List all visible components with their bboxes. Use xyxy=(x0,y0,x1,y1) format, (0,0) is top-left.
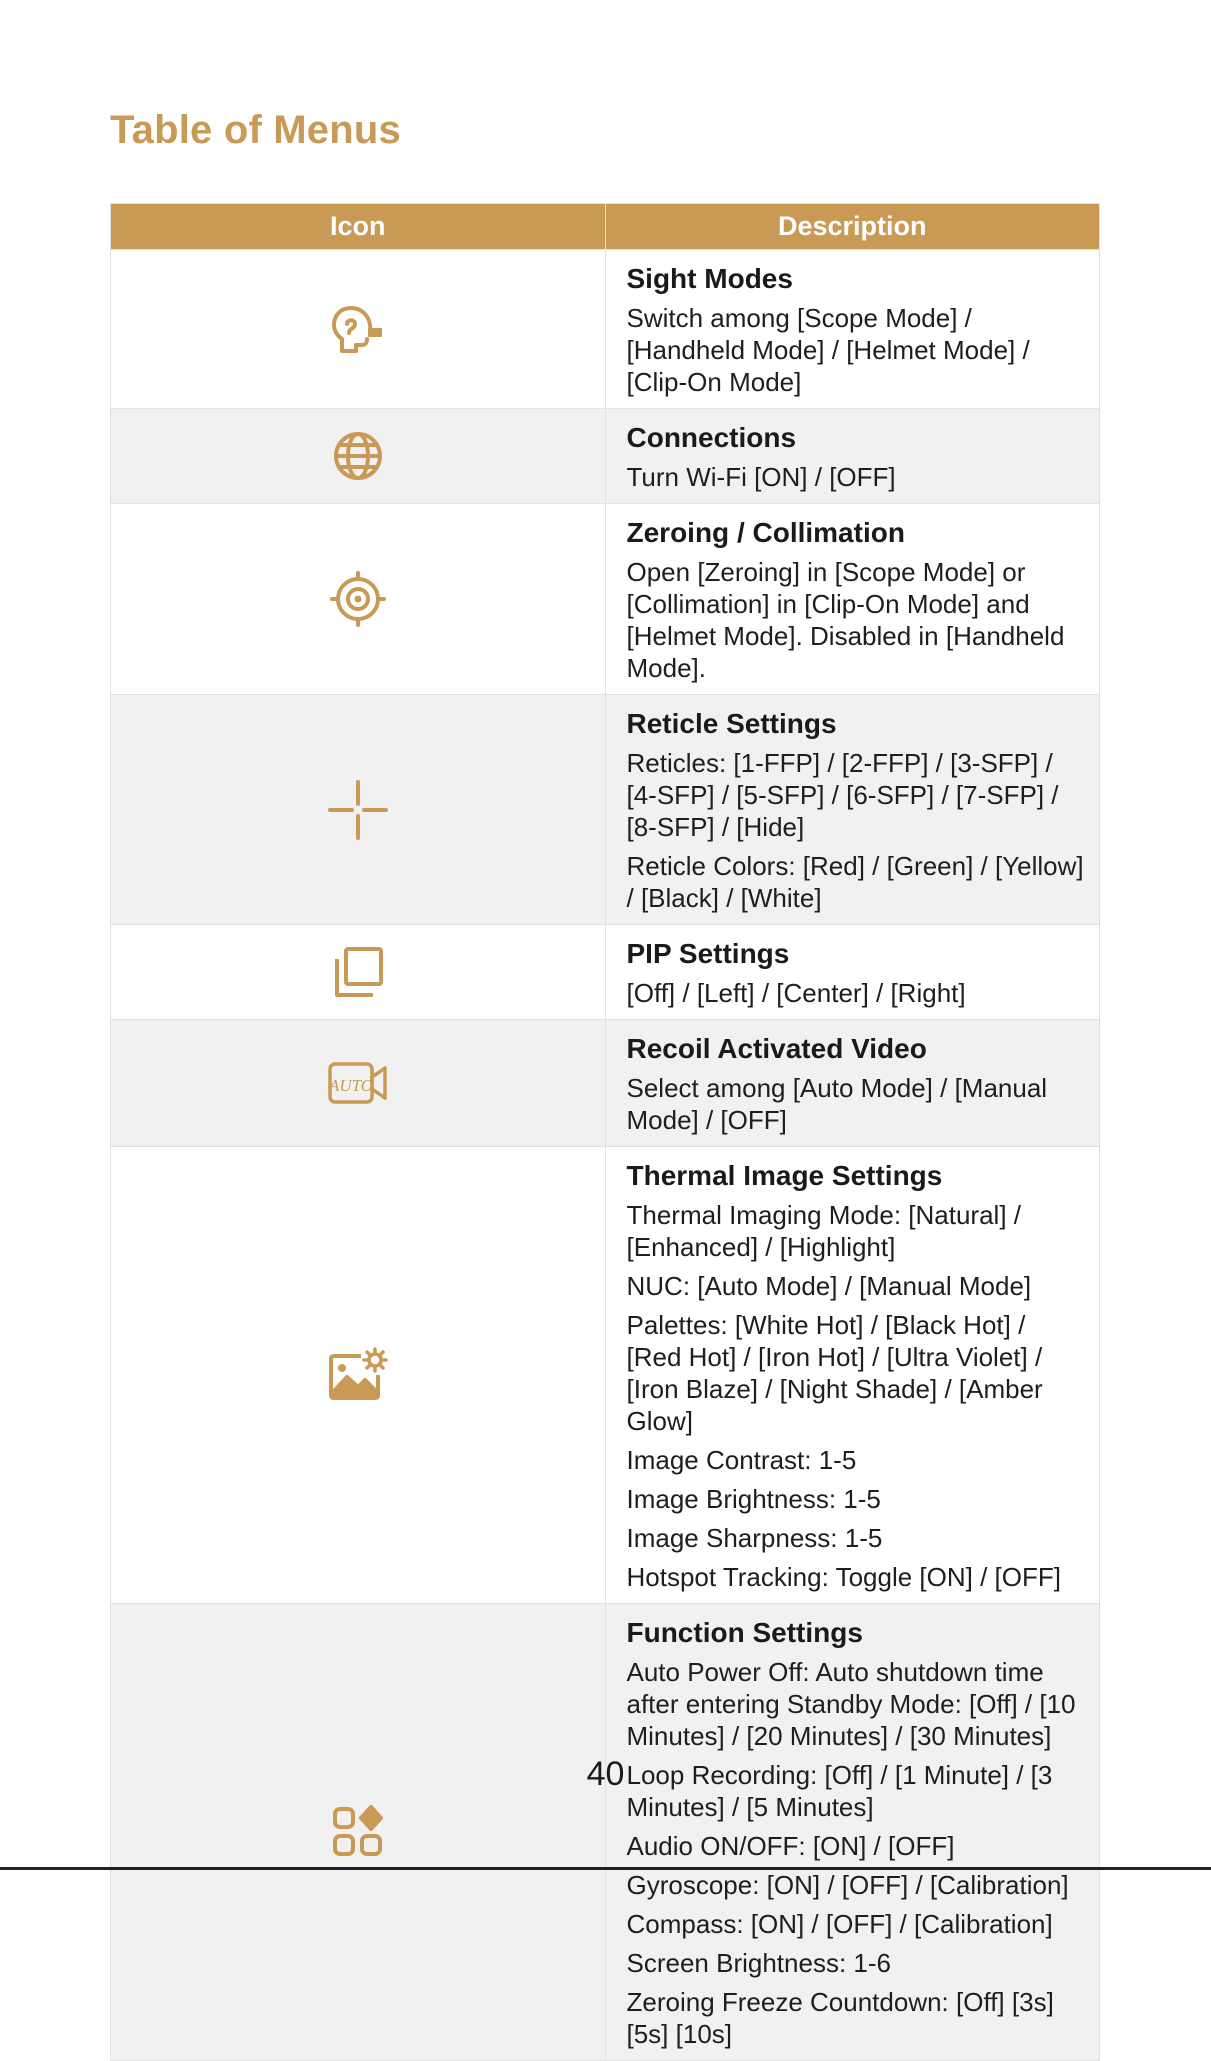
row-line: Image Sharpness: 1-5 xyxy=(626,1523,883,1553)
row-line: Screen Brightness: 1-6 xyxy=(626,1948,891,1978)
row-line: Loop Recording: [Off] / [1 Minute] / [3 Minutes] / [5 Minutes] xyxy=(626,1760,1053,1822)
row-line: Image Contrast: 1-5 xyxy=(626,1445,857,1475)
row-line: NUC: [Auto Mode] / [Manual Mode] xyxy=(626,1271,1032,1301)
table-row xyxy=(111,504,1100,695)
row-line: Reticle Colors: [Red] / [Green] / [Yellow] / [Black] / [White] xyxy=(626,851,1084,913)
page-title: Table of Menus xyxy=(110,108,401,152)
row-title: Reticle Settings xyxy=(626,708,837,739)
row-line: Compass: [ON] / [OFF] / [Calibration] xyxy=(626,1909,1053,1939)
row-line: Auto Power Off: Auto shutdown time after entering Standby Mode: [Off] / [10 Minutes] / [20 Minutes] / [30 Minutes] xyxy=(626,1657,1076,1751)
row-title: Sight Modes xyxy=(626,263,793,294)
table-row xyxy=(111,1147,1100,1604)
row-line: Gyroscope: [ON] / [OFF] / [Calibration] xyxy=(626,1870,1069,1900)
pip-icon xyxy=(331,945,385,999)
page-number: 40 xyxy=(586,1755,625,1793)
row-line: Open [Zeroing] in [Scope Mode] or [Collimation] in [Clip-On Mode] and [Helmet Mode]. Disabled in [Handheld Mode]. xyxy=(626,557,1065,683)
row-title: Thermal Image Settings xyxy=(626,1160,943,1191)
row-line: Select among [Auto Mode] / [Manual Mode] / [OFF] xyxy=(626,1073,1048,1135)
table-row xyxy=(111,695,1100,925)
row-line: Audio ON/OFF: [ON] / [OFF] xyxy=(626,1831,955,1861)
auto-video-camera-icon xyxy=(327,1061,389,1105)
row-line: Hotspot Tracking: Toggle [ON] / [OFF] xyxy=(626,1562,1061,1592)
row-line: Thermal Imaging Mode: [Natural] / [Enhanced] / [Highlight] xyxy=(626,1200,1021,1262)
crosshair-icon xyxy=(327,779,389,841)
row-line: [Off] / [Left] / [Center] / [Right] xyxy=(626,978,966,1008)
table-header-row xyxy=(111,204,1100,250)
table-row xyxy=(111,250,1100,409)
row-line: Reticles: [1-FFP] / [2-FFP] / [3-SFP] / [4-SFP] / [5-SFP] / [6-SFP] / [7-SFP] / [8-SFP] / [Hide] xyxy=(626,748,1059,842)
row-title: Connections xyxy=(626,422,797,453)
table-row xyxy=(111,925,1100,1020)
image-settings-icon xyxy=(327,1347,389,1403)
auto-label: AUTO xyxy=(328,1076,373,1095)
row-title: Function Settings xyxy=(626,1617,863,1648)
header-icon: Icon xyxy=(111,204,606,250)
table-row xyxy=(111,409,1100,504)
target-icon xyxy=(330,571,386,627)
row-title: Zeroing / Collimation xyxy=(626,517,905,548)
table-row xyxy=(111,1020,1100,1147)
row-line: Zeroing Freeze Countdown: [Off] [3s] [5s] [10s] xyxy=(626,1987,1054,2049)
row-line: Image Brightness: 1-5 xyxy=(626,1484,881,1514)
row-line: Switch among [Scope Mode] / [Handheld Mode] / [Helmet Mode] / [Clip-On Mode] xyxy=(626,303,1030,397)
function-grid-icon xyxy=(331,1805,385,1859)
sight-mode-head-icon xyxy=(330,303,386,355)
row-line: Palettes: [White Hot] / [Black Hot] / [Red Hot] / [Iron Hot] / [Ultra Violet] / [Iron Blaze] / [Night Shade] / [Amber Glow] xyxy=(626,1310,1043,1436)
globe-icon xyxy=(332,430,384,482)
row-line: Turn Wi-Fi [ON] / [OFF] xyxy=(626,462,896,492)
header-description: Description xyxy=(605,204,1100,250)
table-row xyxy=(111,1604,1100,2061)
row-title: PIP Settings xyxy=(626,938,790,969)
row-title: Recoil Activated Video xyxy=(626,1033,927,1064)
